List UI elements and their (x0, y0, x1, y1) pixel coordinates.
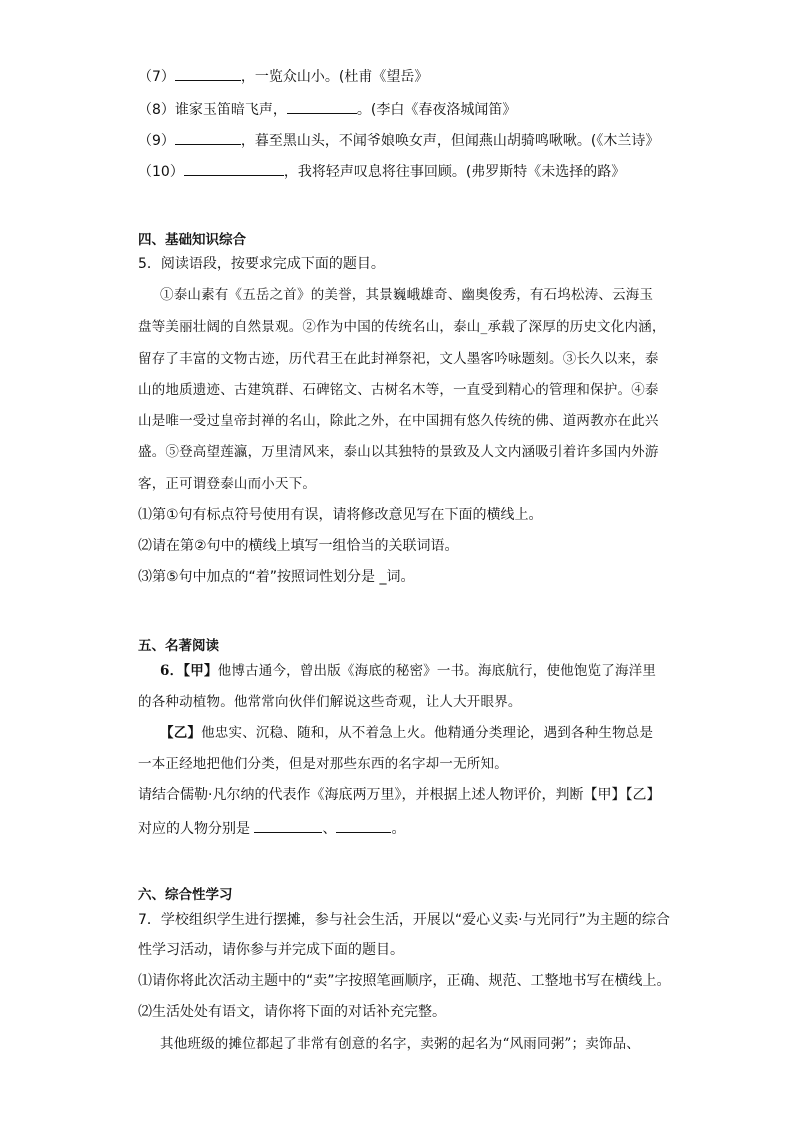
line-text: 他忠实、沉稳、随和，从不着急上火。他精通分类理论，遇到各种生物总是 (201, 725, 654, 741)
answer-blank[interactable] (175, 66, 241, 81)
subquestion-3: ⑶第⑤句中加点的“着”按照词性划分是 _词。 (138, 569, 415, 585)
poem-line-8 (138, 99, 516, 119)
passage-line: 留存了丰富的文物古迹，历代君王在此封禅祭祀，文人墨客吟咏题刻。③长久以来，泰 (138, 351, 659, 367)
answer-blank[interactable] (287, 99, 357, 114)
passage-line: 客，正可谓登泰山而小天下。 (138, 476, 317, 492)
section-title-6: 六、综合性学习 (138, 887, 233, 903)
bracket-label: 【乙】 (160, 725, 202, 741)
question-number: 6． (160, 663, 184, 679)
character-yi-line (160, 724, 653, 742)
poem-line-10 (138, 161, 625, 181)
section-title-5: 五、名著阅读 (138, 638, 219, 654)
question-number: （10） (138, 164, 184, 180)
passage-line: 盘等美丽壮阔的自然景观。②作为中国的传统名山，泰山_承载了深厚的历史文化内涵， (138, 319, 666, 335)
answer-blank[interactable] (254, 818, 322, 833)
question-6-answer-line (138, 818, 405, 838)
line-text: ，一览众山小。(杜甫《望岳》 (240, 69, 429, 85)
separator: 、 (322, 821, 337, 837)
answer-blank[interactable] (184, 161, 284, 176)
line-text: 谁家玉笛暗飞声， (174, 102, 287, 118)
subquestion-1: ⑴第①句有标点符号使用有误，请将修改意见写在下面的横线上。 (138, 507, 543, 523)
character-jia-line (160, 662, 656, 680)
question-number: （9） (138, 133, 175, 149)
character-yi-line: 一本正经地把他们分类，但是对那些东西的名字却一无所知。 (138, 756, 508, 772)
line-text: 他博古通今，曾出版《海底的秘密》一书。海底航行，使他饱览了海洋里 (217, 663, 657, 679)
answer-blank[interactable] (175, 130, 241, 145)
question-5-stem: 5．阅读语段，按要求完成下面的题目。 (138, 256, 385, 272)
line-text: ，我将轻声叹息将往事回顾。(弗罗斯特《未选择的路》 (283, 164, 626, 180)
question-7-line: 7．学校组织学生进行摆摊，参与社会生活，开展以“爱心义卖·与光同行”为主题的综合 (138, 912, 670, 928)
passage-line: ①泰山素有《五岳之首》的美誉，其景巍峨雄奇、幽奥俊秀，有石坞松涛、云海玉 (160, 287, 654, 303)
question-number: （7） (138, 69, 175, 85)
line-text: 对应的人物分别是 (138, 821, 255, 837)
dialogue-line: 其他班级的摊位都起了非常有创意的名字，卖粥的起名为“风雨同粥”；卖饰品、 (160, 1036, 641, 1052)
question-number: （8） (138, 102, 175, 118)
line-text: ，暮至黑山头，不闻爷娘唤女声，但闻燕山胡骑鸣啾啾。(《木兰诗》 (240, 133, 660, 149)
poem-line-9 (138, 130, 659, 150)
line-text: 。 (391, 821, 406, 837)
line-text: 。(李白《春夜洛城闻笛》 (356, 102, 517, 118)
subquestion-1: ⑴请你将此次活动主题中的“卖”字按照笔画顺序，正确、规范、工整地书写在横线上。 (138, 973, 671, 989)
bracket-label: 【甲】 (183, 663, 218, 679)
subquestion-2: ⑵生活处处有语文，请你将下面的对话补充完整。 (138, 1004, 446, 1020)
passage-line: 山的地质遗迹、古建筑群、石碑铭文、古树名木等，一直受到精心的管理和保护。④泰 (138, 382, 659, 398)
passage-line: 山是唯一受过皇帝封禅的名山，除此之外，在中国拥有悠久传统的佛、道两教亦在此兴 (138, 413, 659, 429)
passage-line: 盛。⑤登高望莲瀛，万里清风来，泰山以其独特的景致及人文内涵吸引着许多国内外游 (138, 444, 659, 460)
section-title-4: 四、基础知识综合 (138, 232, 246, 248)
question-7-line: 性学习活动，请你参与并完成下面的题目。 (138, 942, 404, 958)
subquestion-2: ⑵请在第②句中的横线上填写一组恰当的关联词语。 (138, 538, 459, 554)
poem-line-7 (138, 66, 428, 86)
question-6-line: 请结合儒勒·凡尔纳的代表作《海底两万里》，并根据上述人物评价，判断【甲】【乙】 (138, 787, 661, 803)
answer-blank[interactable] (336, 818, 391, 833)
character-jia-line: 的各种动植物。他常常向伙伴们解说这些奇观，让人大开眼界。 (138, 694, 522, 710)
